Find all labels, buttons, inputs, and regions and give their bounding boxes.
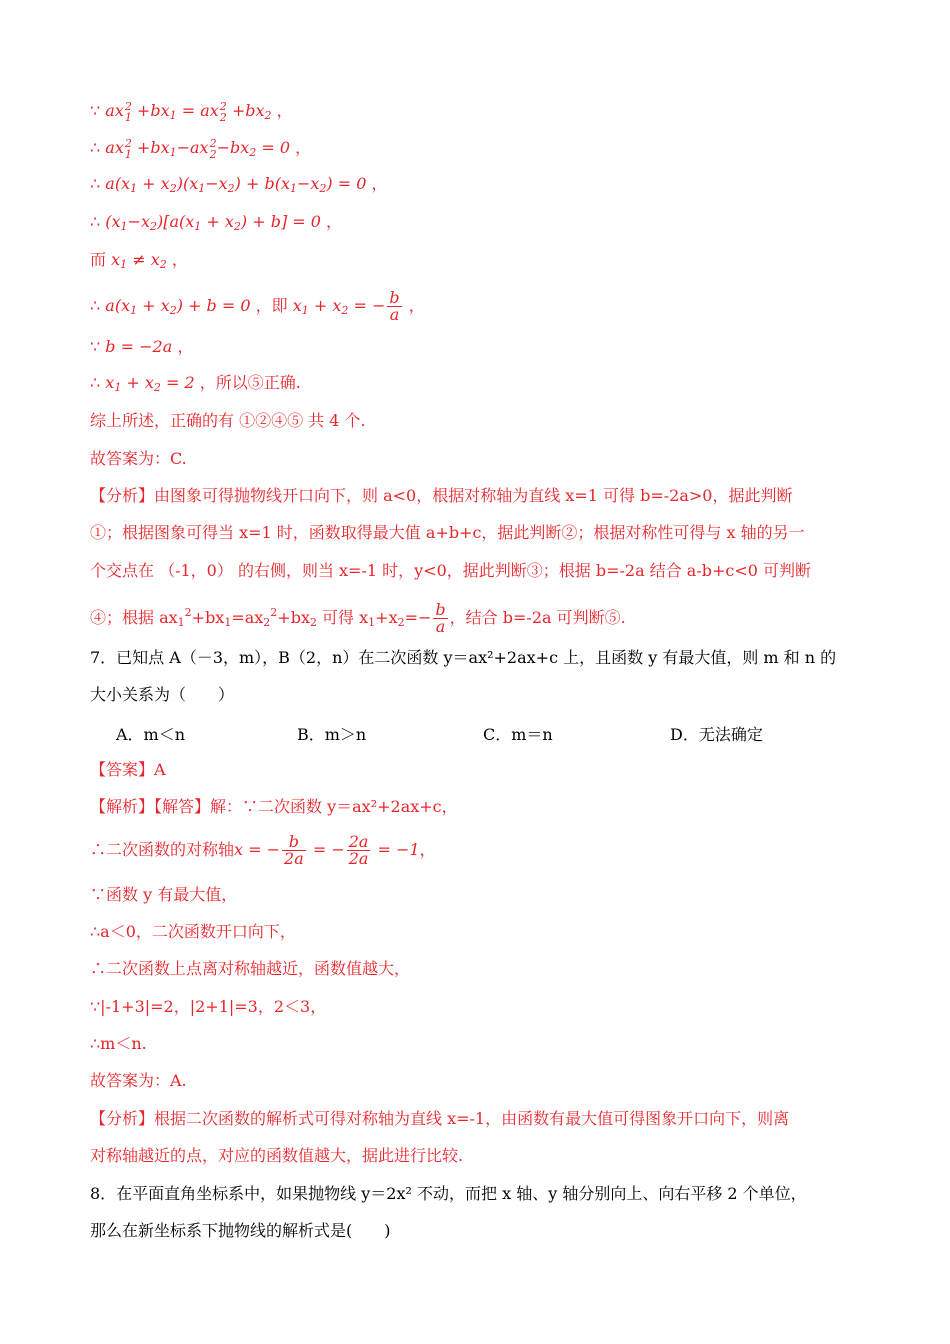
q7-option-d[interactable]: D．无法确定 bbox=[670, 725, 763, 744]
q6-analysis-3: 个交点在 （-1，0） 的右侧，则当 x=-1 时，y<0，据此判断③；根据 b=-2a 结合 a-b+c<0 可判断 bbox=[90, 561, 812, 580]
q7-solution-7: ∴m＜n. bbox=[90, 1034, 147, 1053]
q6-analysis-1: 【分析】由图象可得抛物线开口向下，则 a<0，根据对称轴为直线 x=1 可得 b=-2a>0，据此判断 bbox=[90, 486, 793, 505]
q6-line-6: ∴ $a(x_1 + x_2) + b = 0$ ，即 $x_1 + x_2$ = − $\frac{b}{a}$ ， bbox=[90, 288, 425, 324]
q6-eq-2: ∴ ax 2 1 $+bx_1-ax$ 2 2 $-bx_2 = 0$ ， bbox=[90, 136, 312, 161]
q7-solution-6: ∵|-1+3|=2，|2+1|=3，2＜3， bbox=[90, 997, 327, 1016]
q6-analysis-4: ④；根据 $ax_1^2+bx_1=ax_2^2+bx_2$ 可得 $x_1+x_2=-$ $\frac{b}{a}$ ，结合 b=-2a 可判断⑤. bbox=[90, 600, 626, 636]
q6-eq-1: ∵ ax 2 1 $+bx_1$ = ax 2 2 $+bx_2$ ， bbox=[90, 99, 293, 124]
q7-solution-1: 【解析】【解答】解：∵二次函数 y＝ax²+2ax+c， bbox=[90, 797, 458, 816]
q7-stem-2: 大小关系为（ ） bbox=[90, 685, 235, 704]
q7-option-a[interactable]: A．m＜n bbox=[116, 725, 186, 744]
q6-summary: 综上所述，正确的有 ①②④⑤ 共 4 个. bbox=[90, 411, 366, 430]
q6-analysis-2: ①；根据图象可得当 x=1 时，函数取得最大值 a+b+c，据此判断②；根据对称性可得与 x 轴的另一 bbox=[90, 523, 805, 542]
q7-solution-5: ∴二次函数上点离对称轴越近，函数值越大， bbox=[90, 959, 411, 978]
q6-line-7: ∵ b = −2a ， bbox=[90, 337, 194, 356]
q8-stem-2: 那么在新坐标系下抛物线的解析式是( ) bbox=[90, 1221, 391, 1240]
q6-answer: 故答案为：C. bbox=[90, 449, 187, 468]
q7-answer: 【答案】A bbox=[90, 760, 166, 779]
q8-stem-1: 8．在平面直角坐标系中，如果抛物线 y＝2x² 不动，而把 x 轴、y 轴分别向上、向右平移 2 个单位， bbox=[90, 1184, 807, 1203]
q7-solution-2: ∴二次函数的对称轴x = − $\frac{b}{2a}$ = − $\frac{2a}{2a}$ = −1， bbox=[90, 832, 436, 868]
q6-eq-3: ∴ $a(x_1 + x_2)(x_1-x_2) + b(x_1-x_2) = 0$ ， bbox=[90, 174, 388, 195]
q6-line-8: ∴ $x_1 + x_2 = 2$ ，所以⑤正确. bbox=[90, 373, 301, 394]
q6-line-5: 而 $x_1 \ne x_2$ ， bbox=[90, 250, 188, 271]
q7-analysis-2: 对称轴越近的点，对应的函数值越大，据此进行比较. bbox=[90, 1146, 464, 1165]
q7-final-answer: 故答案为：A. bbox=[90, 1071, 187, 1090]
q7-analysis-1: 【分析】根据二次函数的解析式可得对称轴为直线 x=-1，由函数有最大值可得图象开口向下，则离 bbox=[90, 1109, 790, 1128]
q6-eq-4: ∴ $(x_1-x_2)[a(x_1 + x_2) + b] = 0$ ， bbox=[90, 212, 343, 233]
q7-solution-3: ∵函数 y 有最大值， bbox=[90, 885, 238, 904]
q7-option-b[interactable]: B．m＞n bbox=[297, 725, 367, 744]
q7-stem-1: 7．已知点 A（－3，m），B（2，n）在二次函数 y＝ax²+2ax+c 上，且函数 y 有最大值，则 m 和 n 的 bbox=[90, 648, 837, 667]
q7-solution-4: ∴a＜0，二次函数开口向下， bbox=[90, 922, 296, 941]
q7-option-c[interactable]: C．m＝n bbox=[483, 725, 553, 744]
